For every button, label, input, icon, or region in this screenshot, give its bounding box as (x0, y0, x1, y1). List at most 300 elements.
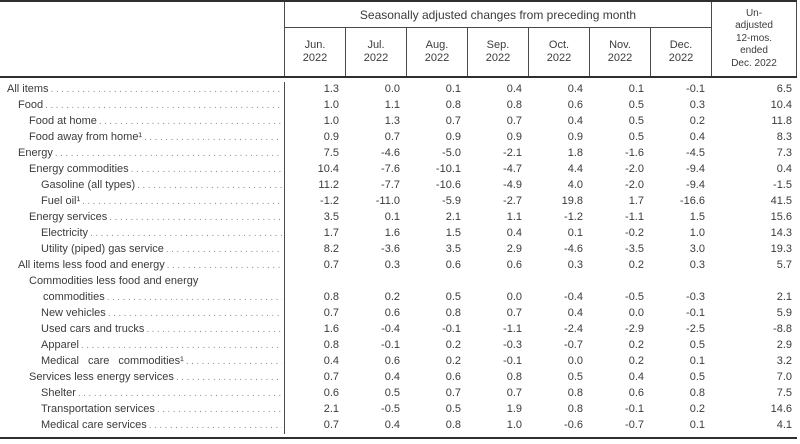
month-value-cell: 0.6 (506, 259, 522, 271)
row-label: Food away from home¹ (29, 131, 143, 143)
month-value-cell: 0.8 (445, 99, 461, 111)
leader-dots (51, 82, 282, 98)
month-value-cell: -0.4 (381, 323, 400, 335)
unadjusted-value-cell: 11.8 (771, 115, 792, 127)
row-label: Food at home (29, 115, 97, 127)
month-value-cell: 1.3 (323, 83, 339, 95)
unadjusted-value-cell: 6.5 (776, 83, 792, 95)
month-value-cell: -2.1 (503, 147, 522, 159)
month-header (285, 28, 346, 76)
row-label-cell (0, 226, 285, 242)
month-value-cell: 4.0 (567, 179, 583, 191)
unadjusted-value-cell: -8.8 (773, 323, 792, 335)
row-label-cell (0, 258, 285, 274)
month-value-cell: 0.6 (628, 387, 644, 399)
month-value-cell: 0.5 (628, 99, 644, 111)
leader-dots (109, 210, 282, 226)
row-label: Medical care commodities¹ (41, 355, 184, 367)
month-value-cell: 0.5 (384, 387, 400, 399)
table-row (0, 418, 797, 434)
row-label-cell (0, 98, 285, 114)
month-value-cell: 0.7 (445, 387, 461, 399)
row-label-line (41, 226, 282, 242)
row-label: Fuel oil¹ (41, 195, 81, 207)
row-label-cell (0, 194, 285, 210)
row-label: Used cars and trucks (41, 323, 145, 335)
row-label: Energy services (29, 211, 108, 223)
row-label-line (41, 386, 282, 402)
month-value-cell: 4.4 (567, 163, 583, 175)
leader-dots (186, 354, 282, 370)
month-value-cell: 0.2 (445, 339, 461, 351)
month-value-cell: -7.7 (381, 179, 400, 191)
month-value-cell: 0.0 (506, 291, 522, 303)
row-label-cell (0, 178, 285, 194)
row-label-cell (0, 242, 285, 258)
leader-dots (137, 178, 282, 194)
row-label-cell (0, 162, 285, 178)
month-value-cell: 0.2 (689, 403, 705, 415)
month-value-cell: 0.8 (323, 291, 339, 303)
unadjusted-value-cell: 2.1 (776, 291, 792, 303)
month-value-cell: 0.4 (384, 371, 400, 383)
table-row (0, 226, 797, 242)
unadjusted-value-cell: 0.4 (776, 163, 792, 175)
row-label-line (41, 402, 282, 418)
month-value-cell: 0.1 (445, 83, 461, 95)
stub-cell (0, 2, 285, 76)
month-value-cell: 0.1 (567, 227, 583, 239)
month-value-cell: -7.6 (381, 163, 400, 175)
month-header (407, 28, 468, 76)
unadjusted-header-line: Un- (745, 7, 763, 19)
month-value-cell: 0.2 (445, 355, 461, 367)
month-value-cell: -9.4 (686, 179, 705, 191)
row-label-line (41, 338, 282, 354)
unadjusted-value-cell: 2.9 (776, 339, 792, 351)
month-value-cell: -4.5 (686, 147, 705, 159)
month-value-cell: 0.1 (689, 419, 705, 431)
row-label-line (18, 146, 282, 162)
leader-dots (167, 258, 282, 274)
row-label: Apparel (41, 339, 79, 351)
month-value-cell: -11.0 (375, 195, 400, 207)
leader-dots (157, 402, 282, 418)
month-header (590, 28, 651, 76)
month-value-cell: -1.6 (625, 147, 644, 159)
month-value-cell: -16.6 (679, 195, 705, 207)
leader-dots (99, 114, 282, 130)
month-value-cell: 1.0 (323, 99, 339, 111)
leader-dots (146, 322, 282, 338)
table-row (0, 402, 797, 418)
month-value-cell: -0.1 (686, 83, 705, 95)
row-label: Gasoline (all types) (41, 179, 136, 191)
unadjusted-value-cell: 10.4 (770, 99, 792, 111)
month-header (346, 28, 407, 76)
month-value-cell: 0.8 (506, 371, 522, 383)
row-label-line (29, 210, 282, 226)
table-row (0, 82, 797, 98)
month-value-cell: 0.5 (689, 371, 705, 383)
month-value-cell: 0.8 (567, 387, 583, 399)
month-abbr: Nov. (609, 39, 631, 51)
row-label-cell (0, 114, 285, 130)
month-value-cell: 0.7 (506, 387, 522, 399)
month-value-cell: 0.6 (384, 307, 400, 319)
month-abbr: Oct. (548, 39, 570, 51)
month-value-cell: 1.0 (323, 115, 339, 127)
unadjusted-value-cell: -1.5 (773, 179, 792, 191)
month-value-cell: 0.3 (689, 259, 705, 271)
month-value-cell: -0.2 (625, 227, 644, 239)
month-value-cell: 1.0 (506, 419, 522, 431)
row-label-cell (0, 322, 285, 338)
month-value-cell: 0.6 (384, 355, 400, 367)
month-value-cell: -2.7 (503, 195, 522, 207)
row-label: Food (18, 99, 44, 111)
month-value-cell: 11.2 (318, 179, 339, 191)
month-value-cell: 0.4 (567, 83, 583, 95)
unadjusted-value-cell: 14.3 (770, 227, 792, 239)
row-label-line (41, 354, 282, 370)
unadjusted-value-cell: 5.9 (776, 307, 792, 319)
month-value-cell: 0.1 (689, 355, 705, 367)
month-value-cell: 0.4 (567, 115, 583, 127)
month-value-cell: 1.9 (506, 403, 522, 415)
month-value-cell: 0.4 (506, 227, 522, 239)
month-value-cell: -10.1 (435, 163, 461, 175)
month-value-cell: 0.7 (506, 307, 522, 319)
month-value-cell: 0.5 (445, 291, 461, 303)
month-value-cell: 0.9 (506, 131, 522, 143)
month-header (468, 28, 529, 76)
month-abbr: Aug. (425, 39, 449, 51)
row-label-cell (0, 418, 285, 434)
leader-dots (149, 418, 282, 434)
row-label: Energy commodities (29, 163, 129, 175)
month-value-cell: 0.9 (567, 131, 583, 143)
month-value-cell: -4.7 (503, 163, 522, 175)
table-row (0, 386, 797, 402)
month-value-cell: -0.4 (564, 291, 583, 303)
month-value-cell: -0.3 (503, 339, 522, 351)
table-row (0, 306, 797, 322)
row-label-line (29, 370, 282, 386)
month-value-cell: 0.9 (445, 131, 461, 143)
month-value-cell: -0.7 (625, 419, 644, 431)
row-label-cell (0, 354, 285, 370)
month-value-cell: -2.9 (625, 323, 644, 335)
month-value-cell: -4.9 (503, 179, 522, 191)
month-value-cell: 0.1 (384, 211, 400, 223)
month-value-cell: 0.3 (384, 259, 400, 271)
row-label: All items less food and energy (18, 259, 165, 271)
leader-dots (55, 146, 282, 162)
month-value-cell: 0.0 (384, 83, 400, 95)
unadjusted-value-cell: 19.3 (770, 243, 792, 255)
month-value-cell: 0.1 (628, 83, 644, 95)
row-label: commodities (43, 291, 105, 303)
month-value-cell: 0.4 (628, 371, 644, 383)
month-value-cell: 0.7 (323, 307, 339, 319)
leader-dots (45, 98, 282, 114)
month-value-cell: 0.6 (567, 99, 583, 111)
month-value-cell: -5.0 (442, 147, 461, 159)
month-value-cell: 3.5 (445, 243, 461, 255)
month-value-cell: 1.7 (628, 195, 644, 207)
row-label-line (41, 306, 282, 322)
row-label-cell (0, 402, 285, 418)
row-label-line (18, 98, 282, 114)
month-value-cell: 2.1 (445, 211, 461, 223)
row-label-line (41, 242, 282, 258)
month-value-cell: 1.1 (506, 211, 522, 223)
month-value-cell: -2.4 (564, 323, 583, 335)
row-label-cell (0, 274, 285, 306)
table-row (0, 98, 797, 114)
month-value-cell: 0.0 (567, 355, 583, 367)
row-label-cell (0, 210, 285, 226)
month-value-cell: 0.2 (628, 339, 644, 351)
row-label: Transportation services (41, 403, 155, 415)
month-value-cell: 0.2 (384, 291, 400, 303)
unadjusted-column-header (712, 2, 797, 76)
row-label-line (41, 194, 282, 210)
month-header (651, 28, 712, 76)
month-value-cell: 0.8 (567, 403, 583, 415)
table-row (0, 338, 797, 354)
leader-dots (166, 242, 282, 258)
month-value-cell: 0.7 (323, 371, 339, 383)
row-label-cell (0, 130, 285, 146)
month-value-cell: -2.0 (625, 179, 644, 191)
table-row (0, 274, 797, 306)
month-year: 2022 (363, 52, 389, 64)
month-value-cell: 0.6 (445, 371, 461, 383)
unadjusted-value-cell: 8.3 (776, 131, 792, 143)
month-year: 2022 (424, 52, 450, 64)
month-value-cell: -0.5 (625, 291, 644, 303)
month-value-cell: 0.5 (628, 131, 644, 143)
month-value-cell: 0.5 (628, 115, 644, 127)
month-value-cell: 1.3 (384, 115, 400, 127)
month-value-cell: 0.4 (323, 355, 339, 367)
month-year: 2022 (668, 52, 694, 64)
table-header (0, 0, 797, 78)
month-value-cell: -2.0 (625, 163, 644, 175)
row-label-line (41, 178, 282, 194)
month-value-cell: -0.1 (442, 323, 461, 335)
row-label: New vehicles (41, 307, 106, 319)
unadjusted-header-line: Dec. 2022 (731, 57, 777, 69)
month-value-cell: 0.2 (628, 355, 644, 367)
month-value-cell: 0.5 (689, 339, 705, 351)
row-label-line (7, 82, 282, 98)
month-value-cell: 0.0 (628, 307, 644, 319)
unadjusted-value-cell: 15.6 (770, 211, 792, 223)
row-label-line (29, 162, 282, 178)
month-value-cell: 1.6 (384, 227, 400, 239)
table-row (0, 370, 797, 386)
month-value-cell: -4.6 (381, 147, 400, 159)
leader-dots (107, 290, 282, 306)
unadjusted-value-cell: 4.1 (776, 419, 792, 431)
table-row (0, 354, 797, 370)
month-value-cell: 0.7 (323, 419, 339, 431)
row-label: Energy (18, 147, 53, 159)
row-label-line1: Commodities less food and energy (29, 275, 199, 287)
table-row (0, 194, 797, 210)
row-label: Services less energy services (29, 371, 174, 383)
leader-dots (78, 386, 282, 402)
leader-dots (131, 162, 282, 178)
month-value-cell: -0.5 (381, 403, 400, 415)
table-row (0, 146, 797, 162)
row-label-line (41, 322, 282, 338)
row-label-cell (0, 338, 285, 354)
unadjusted-value-cell: 7.5 (776, 387, 792, 399)
month-value-cell: -3.5 (625, 243, 644, 255)
month-value-cell: -5.9 (442, 195, 461, 207)
month-value-cell: -1.2 (564, 211, 583, 223)
month-year: 2022 (485, 52, 511, 64)
leader-dots (176, 370, 282, 386)
table-row (0, 114, 797, 130)
month-value-cell: -1.2 (320, 195, 339, 207)
month-value-cell: -4.6 (564, 243, 583, 255)
leader-dots (81, 338, 282, 354)
month-value-cell: 0.7 (384, 131, 400, 143)
month-value-cell: 0.8 (323, 339, 339, 351)
month-value-cell: 0.6 (323, 387, 339, 399)
seasonally-adjusted-span-header: Seasonally adjusted changes from preceding month (285, 2, 712, 28)
month-value-cell: -9.4 (686, 163, 705, 175)
month-value-cell: -0.3 (686, 291, 705, 303)
month-value-cell: -1.1 (625, 211, 644, 223)
month-value-cell: 0.2 (628, 259, 644, 271)
month-abbr: Dec. (669, 39, 693, 51)
row-label: Electricity (41, 227, 89, 239)
table-body (0, 78, 797, 439)
month-value-cell: -0.7 (564, 339, 583, 351)
leader-dots (82, 194, 282, 210)
month-value-cell: -0.6 (564, 419, 583, 431)
unadjusted-header-line: ended (740, 45, 768, 57)
month-value-cell: 0.8 (506, 99, 522, 111)
table-row (0, 178, 797, 194)
month-abbr: Sep. (486, 39, 510, 51)
leader-dots (144, 130, 282, 146)
month-value-cell: 1.1 (384, 99, 400, 111)
row-label: Utility (piped) gas service (41, 243, 164, 255)
table-row (0, 162, 797, 178)
leader-dots (108, 306, 282, 322)
month-value-cell: -1.1 (503, 323, 522, 335)
month-value-cell: 19.8 (561, 195, 583, 207)
month-header (529, 28, 590, 76)
month-value-cell: 0.4 (506, 83, 522, 95)
unadjusted-value-cell: 7.3 (776, 147, 792, 159)
row-label-cell (0, 370, 285, 386)
month-value-cell: 8.2 (323, 243, 339, 255)
row-label-line (41, 418, 282, 434)
row-label-cell (0, 386, 285, 402)
month-value-cell: 0.7 (506, 115, 522, 127)
unadjusted-value-cell: 41.5 (770, 195, 792, 207)
month-value-cell: 1.7 (323, 227, 339, 239)
month-value-cell: 1.6 (323, 323, 339, 335)
row-label: All items (7, 83, 49, 95)
month-value-cell: 0.6 (445, 259, 461, 271)
month-value-cell: 2.1 (323, 403, 339, 415)
month-value-cell: 0.4 (384, 419, 400, 431)
unadjusted-header-line: adjusted (735, 20, 773, 32)
month-value-cell: 0.8 (445, 419, 461, 431)
leader-dots (90, 226, 282, 242)
unadjusted-value-cell: 7.0 (776, 371, 792, 383)
month-value-cell: -0.1 (503, 355, 522, 367)
month-value-cell: -0.1 (686, 307, 705, 319)
month-value-cell: 1.5 (689, 211, 705, 223)
month-abbr: Jul. (367, 39, 385, 51)
month-year: 2022 (607, 52, 633, 64)
month-value-cell: 1.0 (689, 227, 705, 239)
table-row (0, 130, 797, 146)
unadjusted-value-cell: 14.6 (770, 403, 792, 415)
month-value-cell: 0.4 (689, 131, 705, 143)
row-label-line (29, 130, 282, 146)
month-value-cell: 1.5 (445, 227, 461, 239)
month-value-cell: 0.7 (445, 115, 461, 127)
row-label-cell (0, 82, 285, 98)
month-value-cell: 0.5 (445, 403, 461, 415)
month-value-cell: 10.4 (317, 163, 339, 175)
month-value-cell: -0.1 (625, 403, 644, 415)
month-value-cell: -0.1 (381, 339, 400, 351)
month-value-cell: 0.9 (323, 131, 339, 143)
row-label: Shelter (41, 387, 76, 399)
month-value-cell: 2.9 (506, 243, 522, 255)
unadjusted-header-line: 12-mos. (735, 32, 773, 44)
table-row (0, 258, 797, 274)
month-value-cell: 3.5 (323, 211, 339, 223)
table-row (0, 242, 797, 258)
month-value-cell: 0.3 (567, 259, 583, 271)
unadjusted-value-cell: 5.7 (776, 259, 792, 271)
month-value-cell: 0.5 (567, 371, 583, 383)
month-value-cell: 0.8 (445, 307, 461, 319)
unadjusted-value-cell: 3.2 (776, 355, 792, 367)
row-label-cell (0, 306, 285, 322)
month-value-cell: 0.4 (567, 307, 583, 319)
month-value-cell: 3.0 (689, 243, 705, 255)
row-label-line2 (29, 289, 282, 306)
month-value-cell: -2.5 (686, 323, 705, 335)
row-label-line (29, 114, 282, 130)
month-value-cell: 0.7 (323, 259, 339, 271)
month-value-cell: -10.6 (435, 179, 461, 191)
row-label-line (18, 258, 282, 274)
month-value-cell: 7.5 (323, 147, 339, 159)
month-value-cell: 0.8 (689, 387, 705, 399)
month-value-cell: -3.6 (381, 243, 400, 255)
table-row (0, 322, 797, 338)
table-row (0, 210, 797, 226)
month-value-cell: 0.2 (689, 115, 705, 127)
month-abbr: Jun. (304, 39, 326, 51)
month-year: 2022 (546, 52, 572, 64)
